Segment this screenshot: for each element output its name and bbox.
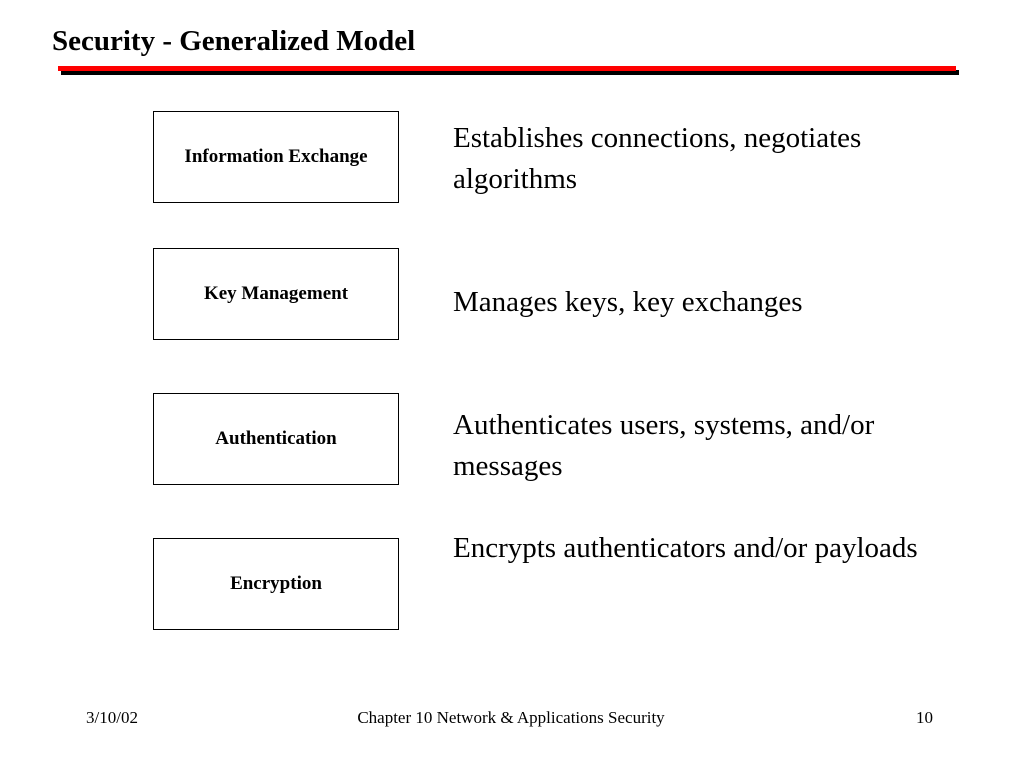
key-management-description: Manages keys, key exchanges — [453, 286, 803, 318]
information-exchange-description: Establishes connections, negotiates algorithms — [453, 122, 862, 195]
encryption-description: Encrypts authenticators and/or payloads — [453, 532, 918, 564]
footer-date: 3/10/02 — [86, 708, 138, 727]
footer-chapter: Chapter 10 Network & Applications Security — [357, 708, 665, 727]
authentication-label: Authentication — [215, 428, 337, 449]
slide-title: Security - Generalized Model — [52, 25, 416, 57]
authentication-description: Authenticates users, systems, and/or messages — [453, 409, 875, 482]
information-exchange-label: Information Exchange — [184, 146, 368, 167]
authentication-box — [153, 393, 399, 485]
encryption-label: Encryption — [230, 573, 322, 594]
title-underline — [58, 66, 956, 71]
information-exchange-box — [153, 111, 399, 203]
encryption-box — [153, 538, 399, 630]
key-management-box — [153, 248, 399, 340]
footer-page-number: 10 — [916, 708, 933, 727]
key-management-label: Key Management — [203, 283, 349, 304]
